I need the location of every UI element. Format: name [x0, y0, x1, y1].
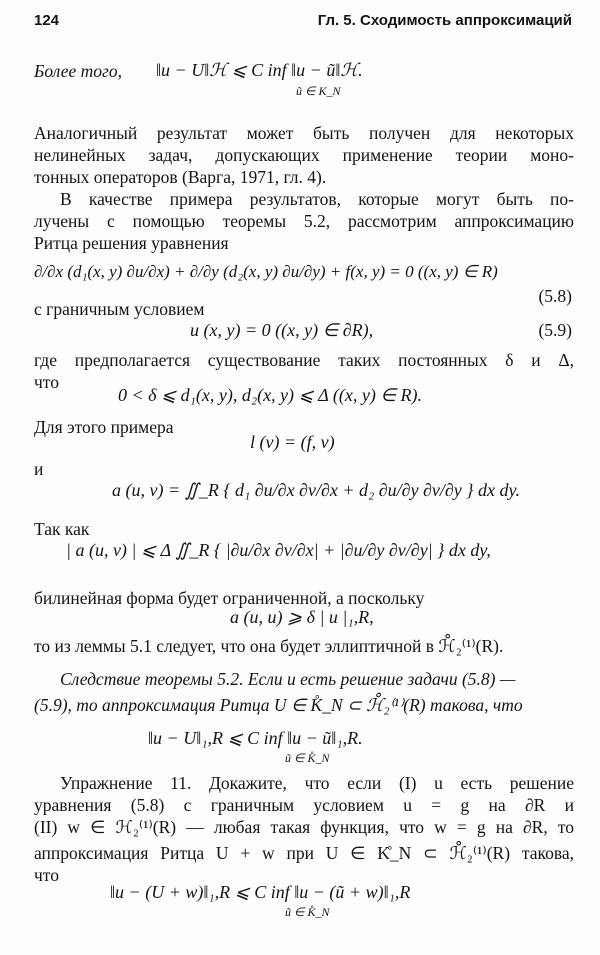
- equation-5-8: ∂/∂x (d₁(x, y) ∂u/∂x) + ∂/∂y (d₂(x, y) ∂u/∂y) + f(x, y) = 0 ((x, y) ∈ R): [34, 262, 498, 281]
- exercise-line-3: (II) w ∈ ℋ₂⁽¹⁾(R) — любая такая функция, что w = g на ∂R, то: [34, 817, 574, 837]
- text-line-1: Более того,: [34, 61, 122, 81]
- text-for-this-example: Для этого примера: [34, 417, 174, 437]
- text-lemma-elliptic: то из леммы 5.1 следует, что она будет эллиптичной в ℋ̊₂⁽¹⁾(R).: [34, 636, 504, 656]
- equation-final-bound: ‖u − (U + w)‖₁,R ⩽ C inf ‖u − (ũ + w)‖₁,R: [110, 882, 411, 902]
- running-header: [34, 12, 572, 34]
- equation-5-8-number: (5.8): [538, 286, 572, 306]
- corollary-line-1: Следствие теоремы 5.2. Если u есть решение задачи (5.8) —: [60, 669, 516, 689]
- equation-norm-bound: ‖u − U‖ℋ ⩽ C inf ‖u − ũ‖ℋ.: [156, 60, 363, 80]
- text-bilinear-bounded: билинейная форма будет ограниченной, а поскольку: [34, 588, 425, 608]
- equation-bilinear-form: a (u, v) = ∬_R { d₁ ∂u/∂x ∂v/∂x + d₂ ∂u/∂y ∂v/∂y } dx dy.: [112, 480, 520, 500]
- equation-corollary: ‖u − U‖₁,R ⩽ C inf ‖u − ũ‖₁,R.: [148, 728, 363, 748]
- paragraph-3-line-1: В качестве примера результатов, которые могут быть по-: [60, 189, 574, 209]
- text-since: Так как: [34, 519, 90, 539]
- exercise-line-2: уравнения (5.8) с граничным условием u = g на ∂R и: [34, 795, 574, 815]
- equation-final-bound-subscript: ũ ∈ K̊_N: [285, 905, 330, 919]
- text-and: и: [34, 459, 44, 479]
- corollary-line-2: (5.9), то аппроксимация Ритца U ∈ K̊_N ⊂ ℋ̊₂⁽¹⁾(R) такова, что: [34, 695, 523, 715]
- paragraph-4-line-1: где предполагается существование таких постоянных δ и Δ,: [34, 350, 574, 370]
- exercise-line-5: что: [34, 865, 59, 885]
- text-boundary-condition: с граничным условием: [34, 299, 205, 319]
- paragraph-2-line-3: тонных операторов (Варга, 1971, гл. 4).: [34, 167, 327, 187]
- equation-corollary-subscript: ũ ∈ K̊_N: [285, 751, 330, 765]
- paragraph-3-line-3: Ритца решения уравнения: [34, 233, 229, 253]
- paragraph-3-line-2: лучены с помощью теоремы 5.2, рассмотрим аппроксимацию: [34, 211, 574, 231]
- equation-abs-bound: | a (u, v) | ⩽ Δ ∬_R { |∂u/∂x ∂v/∂x| + |∂u/∂y ∂v/∂y| } dx dy,: [66, 540, 491, 560]
- exercise-line-4: аппроксимация Ритца U + w при U ∈ K̊_N ⊂ ℋ̊₂⁽¹⁾(R) такова,: [34, 843, 574, 863]
- equation-linear-form: l (v) = (f, v): [250, 432, 335, 452]
- equation-5-9: u (x, y) = 0 ((x, y) ∈ ∂R),: [190, 320, 374, 340]
- exercise-line-1: Упражнение 11. Докажите, что если (I) u есть решение: [60, 773, 574, 793]
- equation-norm-bound-subscript: ũ ∈ K_N: [296, 84, 341, 98]
- equation-coefficient-bounds: 0 < δ ⩽ d₁(x, y), d₂(x, y) ⩽ Δ ((x, y) ∈ R).: [118, 385, 422, 405]
- paragraph-4-line-2: что: [34, 372, 59, 392]
- equation-coercivity: a (u, u) ⩾ δ | u |₁,R,: [230, 607, 374, 627]
- paragraph-2-line-2: нелинейных задач, допускающих применение теории моно-: [34, 145, 574, 165]
- page-number: 124: [34, 12, 60, 29]
- equation-5-9-number: (5.9): [538, 320, 572, 340]
- paragraph-2-line-1: Аналогичный результат может быть получен для некоторых: [34, 123, 574, 143]
- running-title: Гл. 5. Сходимость аппроксимаций: [317, 12, 572, 29]
